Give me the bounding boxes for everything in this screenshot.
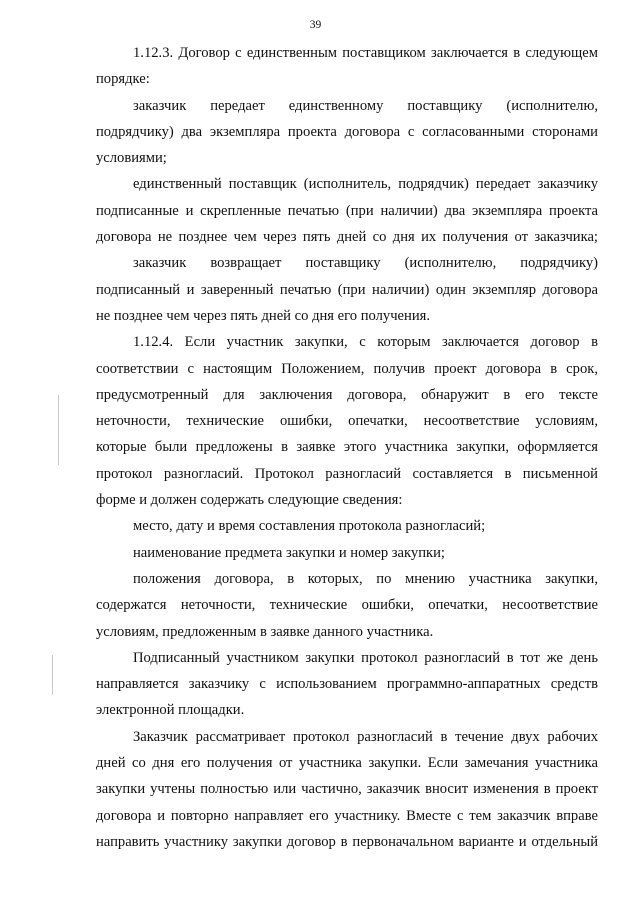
text-line: 1.12.4. Если участник закупки, с которым заключается договор в — [133, 334, 598, 351]
text-line: протокол разногласий. Протокол разногласий составляется в письменной — [96, 465, 598, 482]
text-line: положения договора, в которых, по мнению участника закупки, — [133, 570, 598, 587]
text-line: направляется заказчику с использованием программно-аппаратных средств — [96, 676, 598, 693]
scan-edge-mark — [52, 655, 53, 695]
text-line: не позднее чем через пять дней со дня его получения. — [96, 307, 430, 324]
text-line: заказчик возвращает поставщику (исполнителю, подрядчику) — [133, 255, 598, 272]
text-line: подписанный и заверенный печатью (при наличии) один экземпляр договора — [96, 281, 598, 298]
text-line: закупки учтены полностью или частично, заказчик вносит изменения в проект — [96, 781, 598, 798]
text-line: единственный поставщик (исполнитель, подрядчик) передает заказчику — [133, 176, 598, 193]
body-text — [96, 40, 598, 855]
text-line: соответствии с настоящим Положением, получив проект договора в срок, — [96, 360, 598, 377]
text-line: подрядчику) два экземпляра проекта договора с согласованными сторонами — [96, 123, 598, 140]
text-line: электронной площадки. — [96, 702, 245, 719]
text-line: место, дату и время составления протокола разногласий; — [133, 518, 486, 535]
text-line: заказчик передает единственному поставщику (исполнителю, — [133, 97, 598, 114]
text-line: форме и должен содержать следующие сведения: — [96, 492, 403, 509]
text-line: неточности, технические ошибки, опечатки, несоответствие условиям, — [96, 413, 598, 430]
text-line: договора не позднее чем через пять дней со дня их получения от заказчика; — [96, 229, 598, 246]
text-line: содержатся неточности, технические ошибки, опечатки, несоответствие — [96, 597, 598, 614]
text-line: условиям, предложенным в заявке данного участника. — [96, 623, 434, 640]
page-number: 39 — [309, 19, 322, 31]
text-line: которые были предложены в заявке этого участника закупки, оформляется — [96, 439, 598, 456]
text-line: 1.12.3. Договор с единственным поставщиком заключается в следующем — [133, 45, 598, 61]
text-line: Заказчик рассматривает протокол разногласий в течение двух рабочих — [133, 728, 598, 745]
text-line: предусмотренный для заключения договора, обнаружит в его тексте — [96, 386, 598, 403]
text-line: направить участнику закупки договор в первоначальном варианте и отдельный — [96, 833, 598, 850]
text-line: договора и повторно направляет его участнику. Вместе с тем заказчик вправе — [96, 807, 598, 824]
text-line: дней со дня его получения от участника закупки. Если замечания участника — [96, 755, 598, 772]
text-line: порядке: — [96, 71, 150, 88]
scan-edge-mark — [58, 395, 59, 465]
text-line: Подписанный участником закупки протокол разногласий в тот же день — [133, 649, 598, 666]
text-line: подписанные и скрепленные печатью (при наличии) два экземпляра проекта — [96, 202, 598, 219]
text-line: наименование предмета закупки и номер закупки; — [133, 544, 445, 561]
text-line: условиями; — [96, 150, 167, 167]
